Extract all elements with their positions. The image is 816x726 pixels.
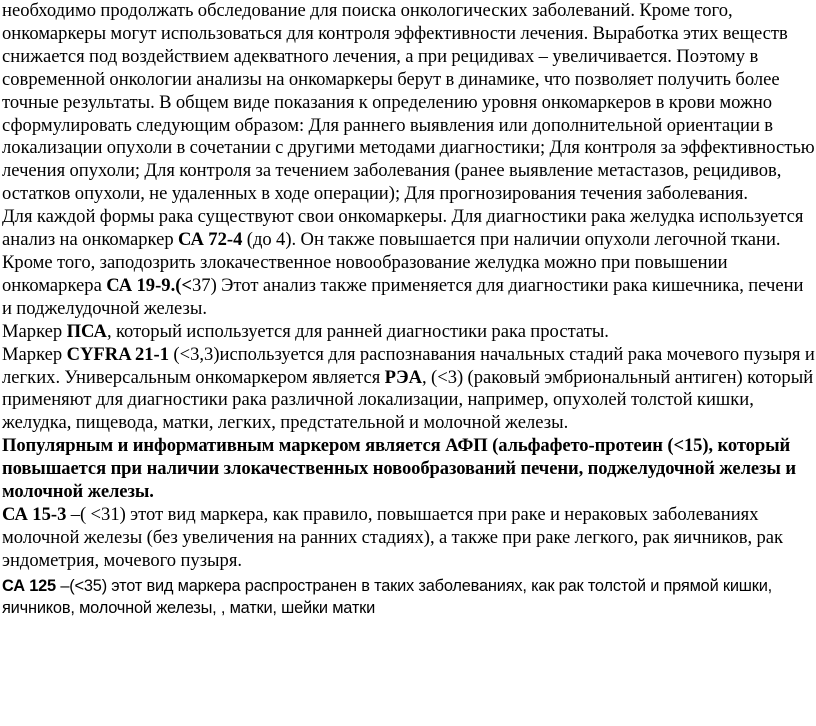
text-segment: Для каждой формы рака существуют свои онкомаркеры. Для диагностики рака желудка используется анализ на онкомаркер	[2, 206, 804, 251]
paragraph-psa	[2, 321, 816, 344]
marker-rea: РЭА	[384, 366, 423, 388]
text-segment: –(<35) этот вид маркера распространен в таких заболеваниях, как рак толстой и прямой кишки, яичников, молочной железы, , матки, шейки матки	[2, 576, 773, 618]
marker-ca-72-4: СА 72-4	[178, 229, 243, 251]
marker-psa: ПСА	[66, 320, 107, 342]
text-segment: Маркер	[2, 343, 67, 365]
paragraph-cyfra	[2, 344, 816, 436]
text-segment: (<3,3)используется для распознавания начальных стадий рака мочевого пузыря и легких. Универсальным онкомаркером является	[2, 343, 815, 388]
text-segment: 37) Этот анализ также применяется для диагностики рака кишечника, печени и поджелудочной железы.	[2, 274, 804, 319]
text-segment: , (<3) (раковый эмбриональный антиген) который применяют для диагностики рака различной локализации, например, опухолей толстой кишки, желудка, пищевода, матки, легких, предстательной и молочной железы.	[2, 366, 814, 434]
marker-ca-19-9: СА 19-9.(<	[106, 274, 192, 296]
paragraph-ca-125	[2, 575, 816, 620]
marker-cyfra-21-1: CYFRA 21-1	[66, 343, 170, 365]
marker-ca-15-3: СА 15-3	[2, 503, 67, 525]
paragraph-indications: необходимо продолжать обследование для поиска онкологических заболеваний. Кроме того, онкомаркеры могут использоваться для контроля эффективности лечения. Выработка этих веществ снижается под воздействием адекватного лечения, а при рецидивах – увеличивается. Поэтому в современной онкологии анализы на онкомаркеры берут в динамике, что позволяет получить более точные результаты. В общем виде показания к определению уровня онкомаркеров в крови можно сформулировать следующим образом: Для раннего выявления или дополнительной ориентации в локализации опухоли в сочетании с другими методами диагностики; Для контроля за эффективностью лечения опухоли; Для контроля за течением заболевания (ранее выявление метастазов, рецидивов, остатков опухоли, не удаленных в ходе операции); Для прогнозирования течения заболевания.	[2, 0, 815, 205]
paragraph-afp: Популярным и информативным маркером является АФП (альфафето-протеин (<15), который повышается при наличии злокачественных новообразований печени, поджелудочной железы и молочной железы.	[2, 435, 796, 503]
marker-ca-125: СА 125	[2, 576, 56, 595]
text-segment: –( <31) этот вид маркера, как правило, повышается при раке и нераковых заболеваниях молочной железы (без увеличения на ранних стадиях), а также при раке легкого, рак яичников, рак эндометрия, мочевого пузыря.	[2, 503, 784, 571]
paragraph-ca-15-3	[2, 504, 816, 573]
text-segment: Маркер	[2, 320, 67, 342]
text-segment: , который используется для ранней диагностики рака простаты.	[106, 320, 609, 342]
paragraph-stomach-markers	[2, 206, 816, 321]
text-segment: (до 4). Он также повышается при наличии опухоли легочной ткани. Кроме того, заподозрить злокачественное новообразование желудка можно при повышении онкомаркера	[2, 229, 781, 296]
